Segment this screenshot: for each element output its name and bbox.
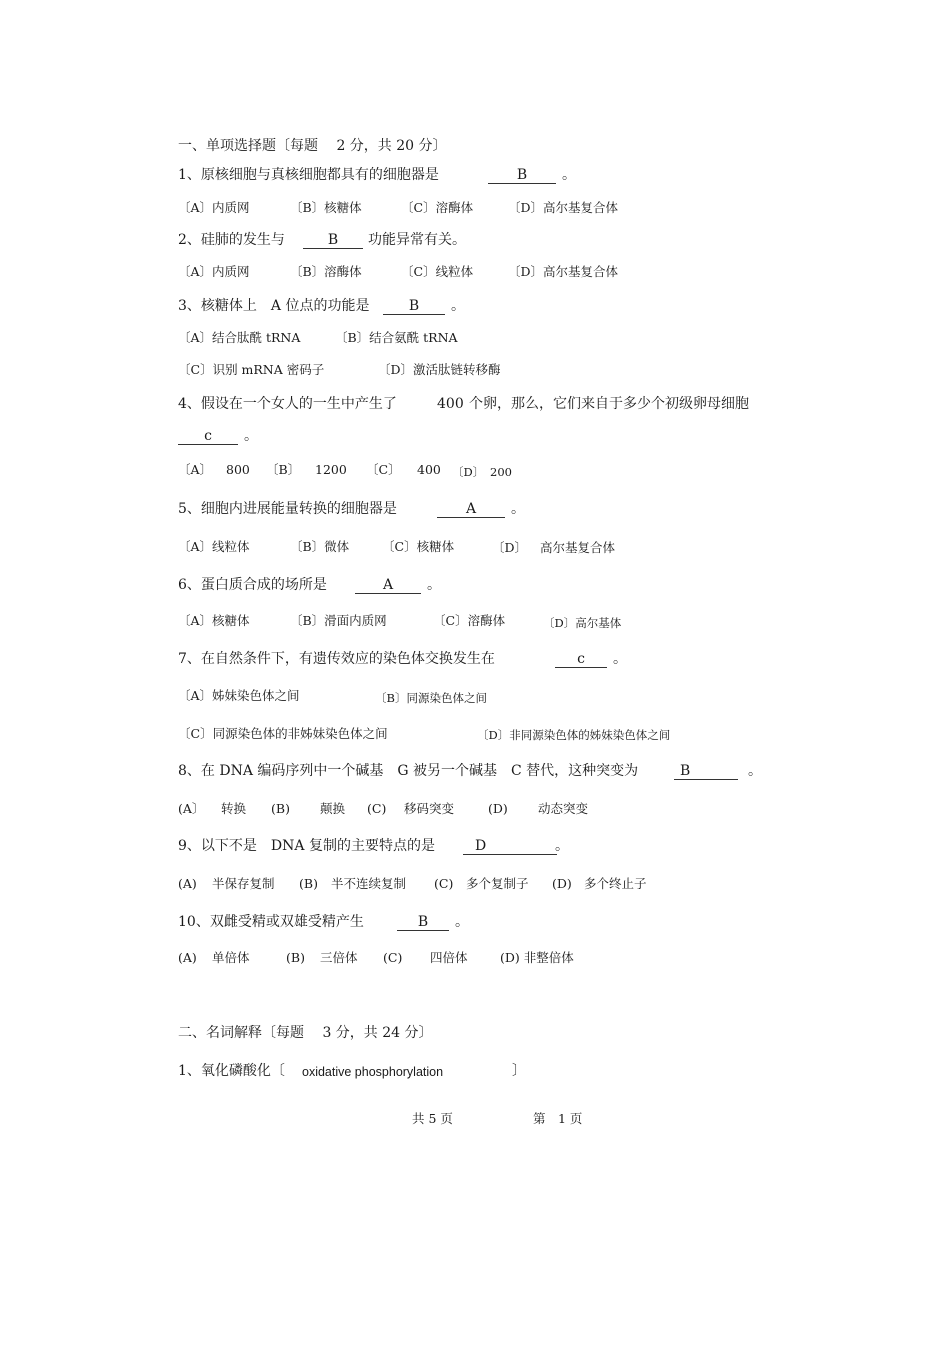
q8-option-d-text: 动态突变 [538,801,589,816]
q9-option-d-text: 多个终止子 [584,876,647,891]
question-7-stem: 7、在自然条件下，有遗传效应的染色体交换发生在 [178,651,495,667]
q5-option-a: 〔A〕线粒体 [178,539,250,554]
q9-option-a-label: (A) [178,876,197,891]
question-1-stem: 1、原核细胞与真核细胞都具有的细胞器是 [178,167,439,183]
q4-option-c-value: 400 [417,462,441,477]
q9-option-d-label: (D) [552,876,572,891]
q6-option-d: 〔D〕高尔基体 [543,616,622,630]
q9-option-a-text: 半保存复制 [212,876,275,891]
question-3-answer: B [383,298,445,315]
question-6-end: 。 [427,577,441,593]
q10-option-a-text: 单倍体 [212,950,250,965]
question-8-stem: 8、在 DNA 编码序列中一个碱基 G 被另一个碱基 C 替代，这种突变为 [178,763,639,779]
q2-option-a: 〔A〕内质网 [178,264,250,279]
q10-option-b-text: 三倍体 [320,950,358,965]
question-9-answer: D [463,838,557,855]
q3-option-a: 〔A〕结合肽酰 tRNA [178,330,301,345]
q6-option-a: 〔A〕核糖体 [178,613,250,628]
q7-option-a: 〔A〕姊妹染色体之间 [178,688,300,703]
q6-option-c: 〔C〕溶酶体 [433,613,506,628]
q2-option-d: 〔D〕高尔基复合体 [508,264,619,279]
q4-option-d-label: 〔D〕 [452,465,485,479]
q7-option-b: 〔B〕同源染色体之间 [375,691,487,705]
q5-option-d-text: 高尔基复合体 [540,540,616,555]
q10-option-c-label: (C) [383,950,403,965]
q4-option-b-label: 〔B〕 [266,462,301,477]
question-2-stem: 2、硅肺的发生与 [178,232,285,248]
q10-option-c-text: 四倍体 [430,950,468,965]
q9-option-b-text: 半不连续复制 [331,876,407,891]
question-6-answer: A [355,577,421,594]
question-8-end: 。 [748,763,762,779]
q2-option-b: 〔B〕溶酶体 [290,264,362,279]
q8-option-d-label: (D) [488,801,508,816]
term-1-label: 1、氧化磷酸化〔 [178,1063,285,1079]
question-4-number: 400 [437,396,464,412]
question-7-answer: c [555,651,607,668]
q4-option-b-value: 1200 [315,462,347,477]
term-1-english: oxidative phosphorylation [302,1065,444,1079]
q5-option-c: 〔C〕核糖体 [382,539,455,554]
q4-option-a-value: 800 [226,462,250,477]
question-10-stem: 10、双雌受精或双雄受精产生 [178,914,364,930]
q6-option-b: 〔B〕滑面内质网 [290,613,387,628]
footer-page-number: 第 1 页 [533,1111,583,1126]
question-7-end: 。 [613,651,627,667]
q1-option-c: 〔C〕溶酶体 [401,200,474,215]
q7-option-c: 〔C〕同源染色体的非姊妹染色体之间 [178,726,388,741]
question-4-answer: c [178,428,238,445]
q4-option-a-label: 〔A〕 [178,462,213,477]
question-6-stem: 6、蛋白质合成的场所是 [178,577,327,593]
question-8-answer: B [674,763,738,780]
q4-option-d-value: 200 [490,465,512,479]
q8-option-c-label: (C) [367,801,387,816]
question-2-end: 功能异常有关。 [368,232,466,248]
question-9-end: 。 [555,838,569,854]
question-1-end: 。 [562,167,576,183]
question-5-answer: A [437,501,505,518]
question-4-stem-cont: 个卵，那么，它们来自于多少个初级卵母细胞 [469,396,749,412]
q3-option-d: 〔D〕激活肽链转移酶 [378,362,501,377]
q10-option-b-label: (B) [286,950,305,965]
question-4-stem: 4、假设在一个女人的一生中产生了 [178,396,397,412]
term-1-close: 〕 [512,1063,526,1079]
q1-option-b: 〔B〕核糖体 [290,200,362,215]
question-5-end: 。 [511,501,525,517]
footer-total-pages: 共 5 页 [412,1111,453,1126]
question-9-stem: 9、以下不是 DNA 复制的主要特点的是 [178,838,435,854]
question-10-end: 。 [455,914,469,930]
question-4-end: 。 [244,428,258,444]
q8-option-c-text: 移码突变 [404,801,455,816]
q10-option-a-label: (A) [178,950,197,965]
question-5-stem: 5、细胞内进展能量转换的细胞器是 [178,501,397,517]
question-3-end: 。 [451,298,465,314]
section-1-title: 一、单项选择题〔每题 2 分，共 20 分〕 [178,138,447,154]
q3-option-c: 〔C〕识别 mRNA 密码子 [178,362,325,377]
q8-option-b-label: (B) [271,801,290,816]
q1-option-d: 〔D〕高尔基复合体 [508,200,619,215]
q8-option-b-text: 颠换 [320,801,346,816]
q5-option-b: 〔B〕微体 [290,539,350,554]
question-2-answer: B [303,232,363,249]
q8-option-a-label: (A〕 [178,801,205,816]
question-10-answer: B [397,914,449,931]
q7-option-d: 〔D〕非同源染色体的姊妹染色体之间 [477,728,671,742]
q1-option-a: 〔A〕内质网 [178,200,250,215]
q4-option-c-label: 〔C〕 [366,462,401,477]
question-1-answer: B [488,167,556,184]
q10-option-d: (D) 非整倍体 [500,950,574,965]
q9-option-c-text: 多个复制子 [466,876,529,891]
section-2-title: 二、名词解释〔每题 3 分，共 24 分〕 [178,1025,433,1041]
q8-option-a-text: 转换 [221,801,247,816]
q9-option-c-label: (C) [434,876,454,891]
q3-option-b: 〔B〕结合氨酰 tRNA [335,330,458,345]
question-3-stem: 3、核糖体上 A 位点的功能是 [178,298,370,314]
q5-option-d-label: 〔D〕 [492,540,528,555]
q2-option-c: 〔C〕线粒体 [401,264,474,279]
q9-option-b-label: (B) [299,876,318,891]
